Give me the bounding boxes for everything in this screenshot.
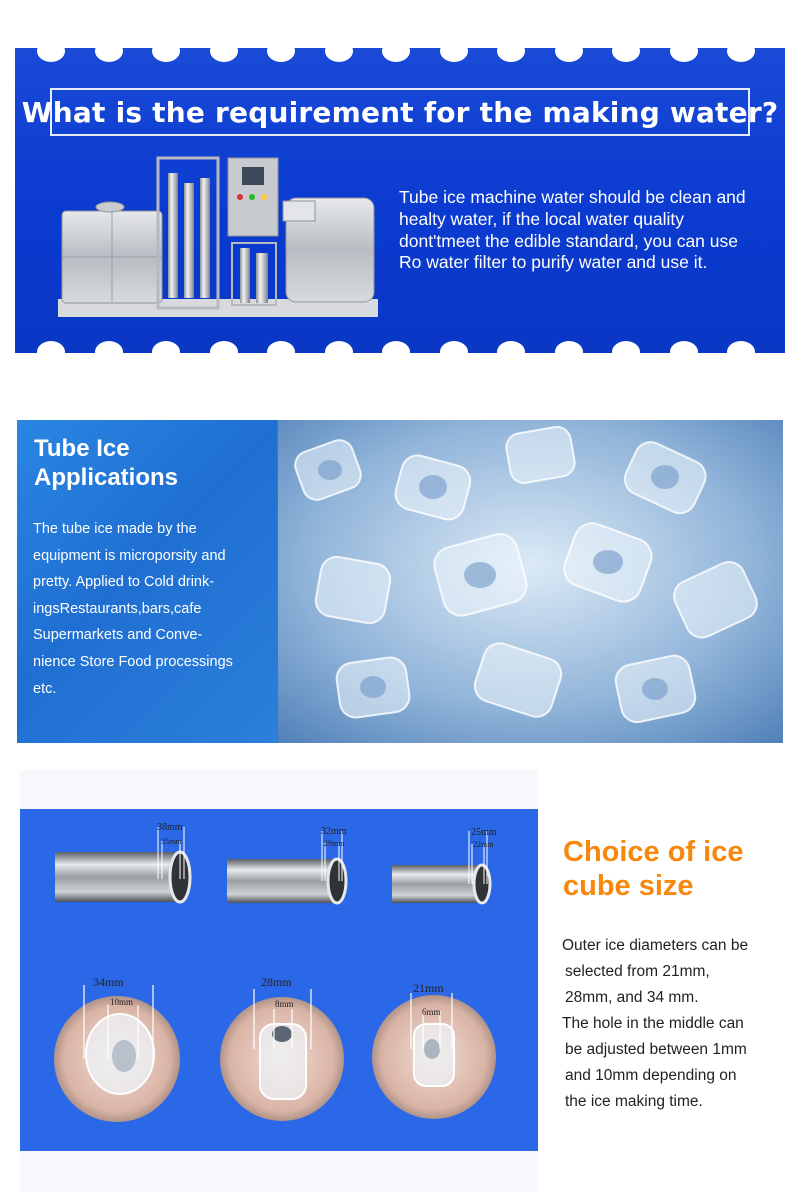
scalloped-edge-top [15,48,785,60]
applications-description [33,516,273,702]
water-requirement-banner [15,48,785,353]
tube-ice-applications-section [17,420,783,743]
scallop-dot [785,48,786,62]
ice-size-line: and 10mm depending on [565,1067,737,1084]
scallop-dot [95,341,123,353]
scallop-dot [555,48,583,62]
ice-size-line: be adjusted between 1mm [565,1041,747,1058]
ice-inner-label: 10mm [110,997,134,1007]
ice-size-line: selected from 21mm, [565,963,710,980]
scallop-dot [37,341,65,353]
ice-size-line: Outer ice diameters can be [562,937,749,954]
ice-size-line: 28mm, and 34 mm. [565,989,699,1006]
scallop-dot [727,341,755,353]
ice-outer-label: 34mm [93,975,124,989]
pipe-inner-label: 35mm [161,837,182,846]
water-requirement-title: What is the requirement for the making water? [50,88,750,136]
ice-size-line: the ice making time. [565,1093,703,1110]
scallop-dot [152,341,180,353]
ice-inner-label: 6mm [422,1007,441,1017]
applications-line: equipment is microporsity and [33,547,226,564]
applications-text-panel [17,420,277,743]
scallop-dot [497,341,525,353]
scallop-dot [727,48,755,62]
applications-line: The tube ice made by the [33,521,197,537]
ice-inner-label: 8mm [275,999,294,1009]
scallop-dot [267,341,295,353]
scallop-dot [440,48,468,62]
pipe-inner-label: 29mm [324,839,345,848]
applications-line: etc. [33,680,57,697]
ice-size-line: The hole in the middle can [562,1015,744,1032]
pipe-outer-label: 32mm [321,826,347,837]
applications-title: Tube Ice Applications [34,435,179,491]
scallop-dot [267,48,295,62]
scallop-dot [37,48,65,62]
scallop-dot [325,341,353,353]
scallop-dot [670,48,698,62]
water-requirement-description: Tube ice machine water should be clean and healty water, if the local water quality dont'tmeet the edible standard, you can use Ro water filter to purify water and use it. [399,187,746,273]
ice-size-description [562,933,787,1115]
pipe-outer-label: 25mm [471,827,497,838]
scallop-dot [325,48,353,62]
scallop-dot [497,48,525,62]
scallop-dot [670,341,698,353]
ro-water-filter-image [58,153,378,323]
scallop-dot [440,341,468,353]
scallop-dot [382,341,410,353]
pipe-and-ice-illustration [20,809,538,1151]
scallop-dot [210,48,238,62]
applications-line: pretty. Applied to Cold drink- [33,574,215,591]
scallop-dot [95,48,123,62]
scallop-dot [612,341,640,353]
applications-line: nience Store Food processings [33,653,233,670]
scallop-dot [210,341,238,353]
ice-size-title: Choice of ice cube size [563,836,744,902]
scallop-dot [785,341,786,353]
scallop-dot [555,341,583,353]
ice-size-image-panel [20,809,538,1151]
scallop-dot [382,48,410,62]
scalloped-edge-bottom [15,341,785,353]
ice-outer-label: 21mm [413,981,444,995]
scallop-dot [152,48,180,62]
ice-outer-label: 28mm [261,975,292,989]
pipe-outer-label: 38mm [157,822,183,833]
scallop-dot [612,48,640,62]
tube-ice-photo [278,420,783,743]
applications-line: ingsRestaurants,bars,cafe [33,600,202,617]
applications-line: Supermarkets and Conve- [33,627,203,644]
pipe-inner-label: 22mm [473,840,494,849]
